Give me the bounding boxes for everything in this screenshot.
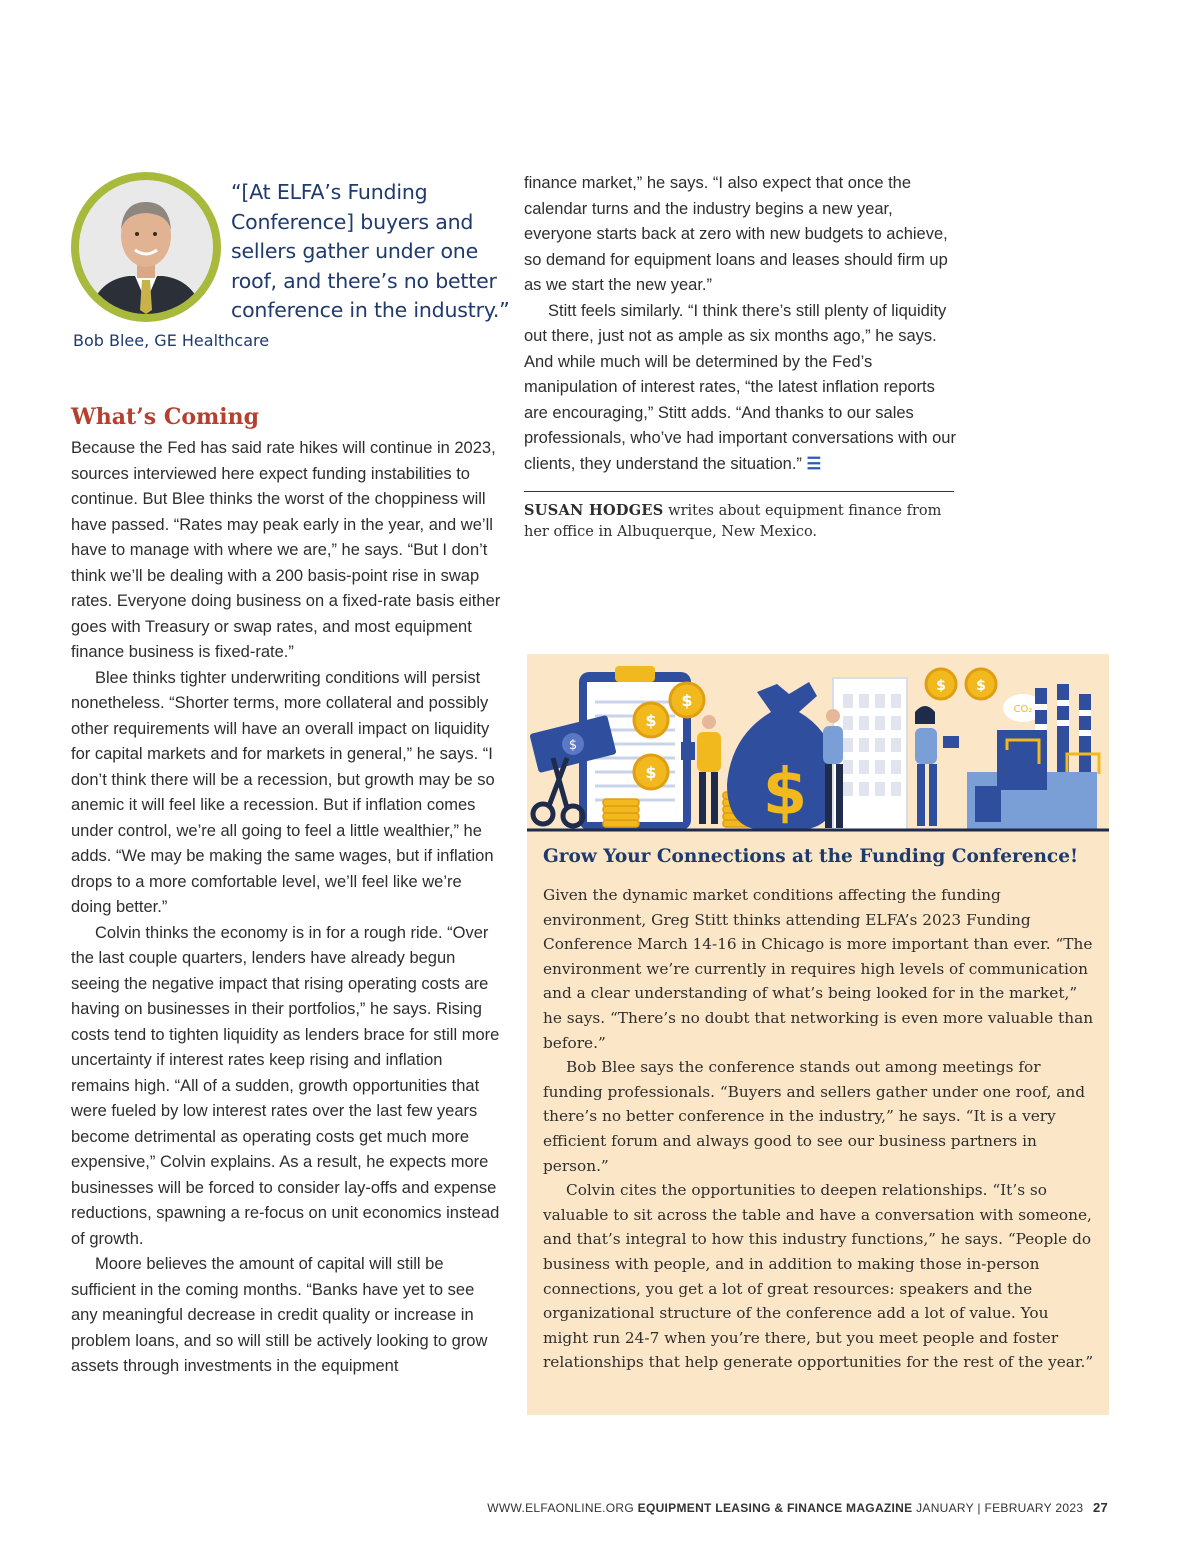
coin-icon bbox=[926, 669, 956, 699]
author-bio-text: writes about equipment finance from her office in Albuquerque, New Mexico. bbox=[524, 503, 942, 540]
footer-website: WWW.ELFAONLINE.ORG bbox=[487, 1501, 634, 1515]
coin-icon bbox=[634, 703, 668, 737]
coin-symbol: $ bbox=[681, 691, 693, 710]
building-icon bbox=[833, 678, 907, 830]
money-bag-icon bbox=[727, 682, 839, 830]
author-bio bbox=[524, 500, 954, 543]
coin-symbol: $ bbox=[936, 678, 946, 694]
pull-quote: “[At ELFA’s Funding Conference] buyers and sellers gather under one roof, and there’s no better conference in the industry.” bbox=[231, 180, 510, 322]
person-figure bbox=[915, 706, 959, 826]
coin-icon bbox=[670, 683, 704, 717]
paragraph-with-end-mark bbox=[524, 299, 956, 478]
paragraph-text: Stitt feels similarly. “I think there’s still plenty of liquidity out there, just not as ample as six months ago,” he says. And while much will be determined by the Fed’s manipulation of interest rates, “the latest inflation reports are encouraging,” Stitt adds. “And thanks to our sales professionals, who’ve had important conversations with our clients, they understand the situation.” bbox=[524, 301, 956, 473]
smoke-label: CO₂ bbox=[1013, 704, 1033, 715]
paragraph: finance market,” he says. “I also expect that once the calendar turns and the industry begins a new year, everyone starts back at zero with new budgets to achieve, so demand for equipment loans and leases should firm up as we start the new year.” bbox=[524, 174, 948, 294]
sidebar-paragraph: Given the dynamic market conditions affecting the funding environment, Greg Stitt thinks attending ELFA’s 2023 Funding Conference March 14-16 in Chicago is more important than ever. “The environment we’re currently in requires high levels of communication and a clear understanding of what’s being looked for in the market,” he says. “There’s no doubt that networking is even more valuable than before.” bbox=[543, 886, 1094, 1052]
page-number: 27 bbox=[1092, 1500, 1108, 1515]
coin-symbol: $ bbox=[976, 678, 986, 694]
page-footer bbox=[487, 1500, 1108, 1515]
finance-illustration bbox=[527, 654, 1109, 834]
bag-symbol: $ bbox=[762, 756, 808, 830]
paragraph: Blee thinks tighter underwriting conditions will persist nonetheless. “Shorter terms, more collateral and possibly other requirements will have an overall impact on liquidity for capital markets and for markets in general,” he says. “I don’t think there will be a recession, but growth may be so anemic it will feel like a recession. But if inflation comes under control, we’re all going to feel a little wealthier,” he adds. “We may be making the same wages, but if inflation drops to a more comfortable level, we’ll feel like we’re doing better.” bbox=[71, 668, 495, 916]
paragraph: Colvin thinks the economy is in for a rough ride. “Over the last couple quarters, lenders have already begun seeing the negative impact that rising operating costs are having on businesses in their portfolios,” he says. Rising costs tend to tighten liquidity as lenders brace for still more uncertainty if interest rates keep rising and inflation remains high. “All of a sudden, growth opportunities that were fueled by low interest rates over the last few years become detrimental as operating costs get much more expensive,” Colvin explains. As a result, he expects more businesses will be forced to consider lay-offs and expense reductions, spawning a re-focus on unit economics instead of growth. bbox=[71, 923, 500, 1248]
coin-icon bbox=[966, 669, 996, 699]
author-avatar bbox=[71, 172, 221, 322]
bill-symbol: $ bbox=[568, 738, 578, 753]
sidebar-box bbox=[527, 654, 1109, 1415]
paragraph: Because the Fed has said rate hikes will continue in 2023, sources interviewed here expect funding instabilities to continue. But Blee thinks the worst of the choppiness will have passed. “Rates may peak early in the year, and we’ll have to manage with where we are,” he says. “But I don’t think we’ll be dealing with a 200 basis-point rise in swap rates. Everyone doing business on a fixed-rate basis either goes with Treasury or swap rates, and most equipment finance business is fixed-rate.” bbox=[71, 439, 501, 661]
coin-icon bbox=[634, 755, 668, 789]
sidebar-body bbox=[543, 883, 1095, 1375]
headshot-photo bbox=[79, 180, 213, 314]
sidebar-paragraph: Colvin cites the opportunities to deepen relationships. “It’s so valuable to sit across the table and have a conversation with someone, and that’s integral to how this industry functions,” he says. “People do business with people, and in addition to making those in-person connections, you get a lot of great resources: speakers and the organizational structure of the conference add a lot of value. You might run 24-7 when you’re there, but you meet people and foster relationships that help generate opportunities for the rest of the year.” bbox=[543, 1181, 1094, 1372]
footer-issue: JANUARY | FEBRUARY 2023 bbox=[916, 1501, 1084, 1515]
sidebar-paragraph: Bob Blee says the conference stands out among meetings for funding professionals. “Buyers and sellers gather under one roof, and there’s no better conference in the industry,” he says. “It is a very efficient forum and always good to see our business partners in person.” bbox=[543, 1058, 1086, 1175]
author-name: SUSAN HODGES bbox=[524, 502, 664, 519]
footer-magazine: EQUIPMENT LEASING & FINANCE MAGAZINE bbox=[637, 1501, 913, 1515]
pull-quote-attribution: Bob Blee, GE Healthcare bbox=[73, 331, 270, 350]
end-mark-icon: ☰ bbox=[806, 454, 822, 473]
section-heading: What’s Coming bbox=[71, 404, 260, 430]
paragraph: Moore believes the amount of capital will still be sufficient in the coming months. “Banks have yet to see any meaningful decrease in credit quality or increase in problem loans, and so will still be actively looking to grow assets through investments in the equipment bbox=[71, 1255, 488, 1375]
left-column bbox=[71, 436, 503, 1380]
right-column bbox=[524, 171, 956, 477]
bio-divider bbox=[524, 491, 954, 492]
coin-symbol: $ bbox=[645, 711, 657, 730]
sidebar-title: Grow Your Connections at the Funding Conference! bbox=[543, 846, 1079, 867]
coin-symbol: $ bbox=[645, 763, 657, 782]
